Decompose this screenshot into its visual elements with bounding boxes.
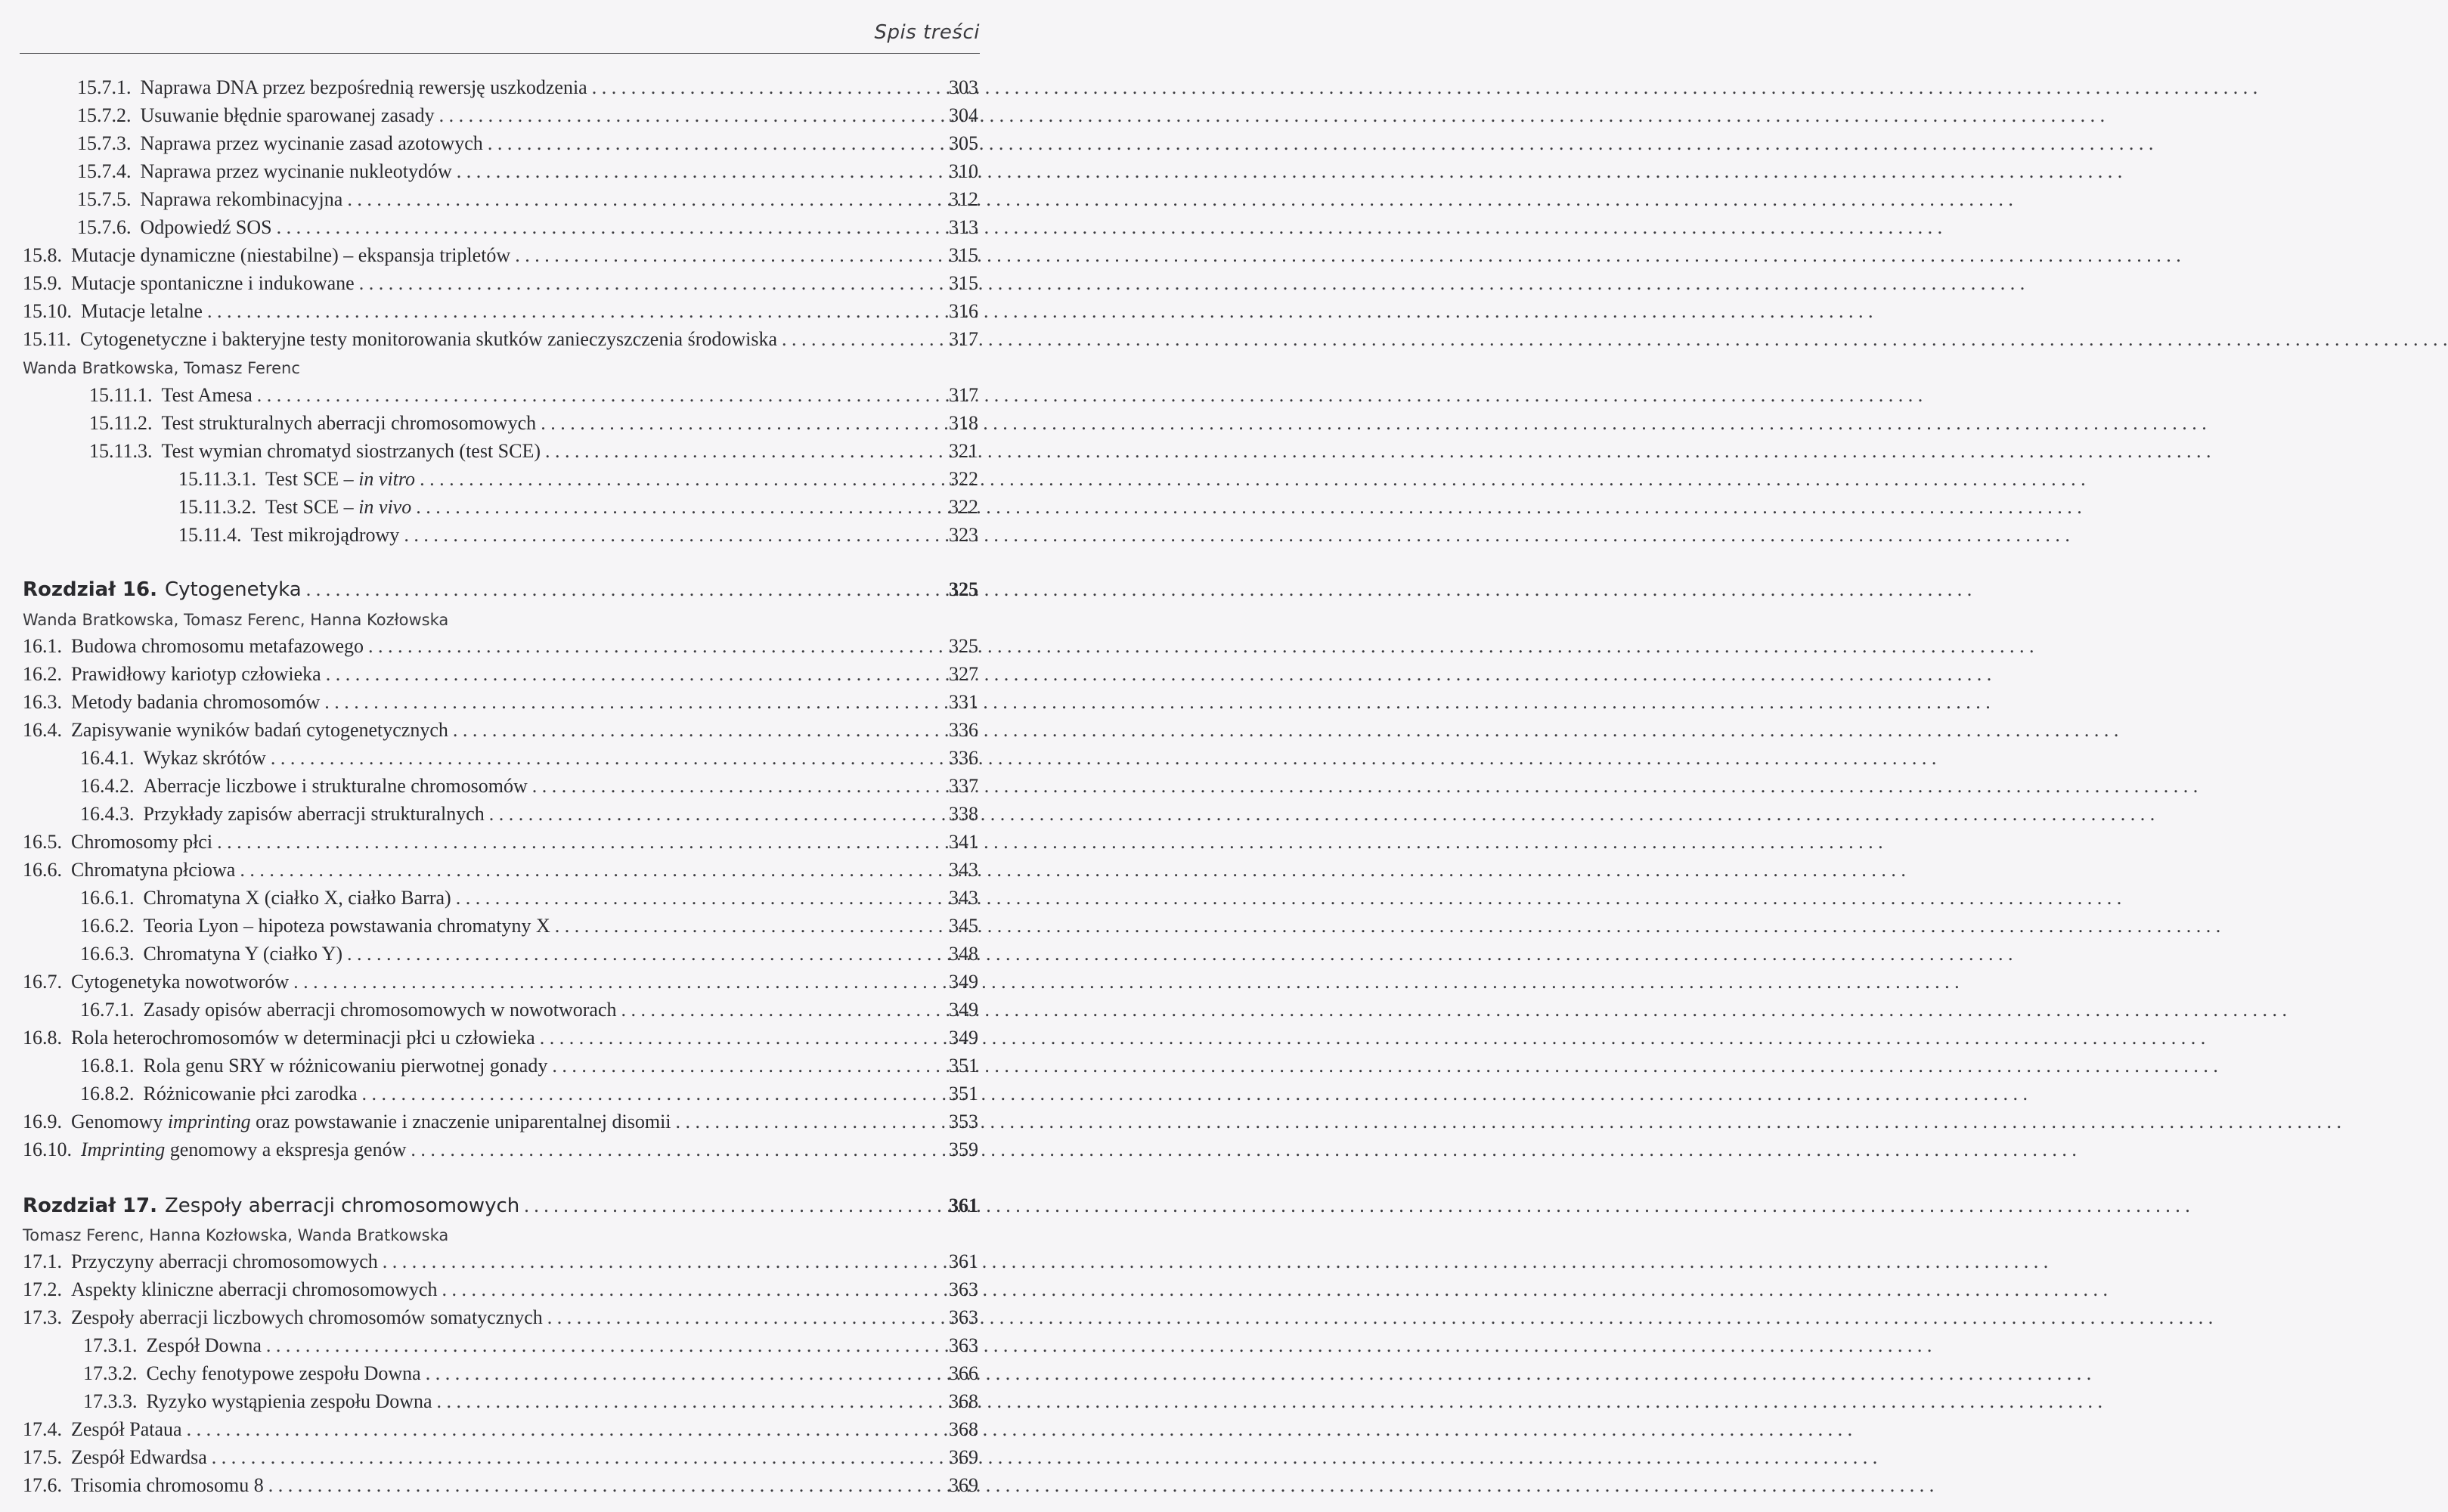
- toc-entry-16-6-3[interactable]: [80, 940, 978, 968]
- leader-dots: [541, 410, 944, 437]
- leader-dots: [362, 1080, 945, 1108]
- entry-page: 305: [949, 132, 978, 154]
- toc-entry-16-9[interactable]: [23, 1108, 978, 1136]
- entry-title: [72, 1136, 406, 1163]
- entry-title: Cechy fenotypowe zespołu Downa: [146, 1362, 421, 1384]
- leader-dots: [782, 326, 944, 353]
- entry-number: 15.7.6.: [77, 216, 132, 238]
- entry-page: 323: [949, 524, 978, 546]
- entry-title: Rola genu SRY w różnicowaniu pierwotnej gonady: [143, 1055, 548, 1077]
- toc-entry-15-7-3[interactable]: [77, 130, 978, 157]
- entry-number: 17.3.2.: [83, 1362, 138, 1384]
- entry-number: 16.6.2.: [80, 915, 135, 937]
- leader-dots: [489, 801, 944, 828]
- toc-entry-15-8[interactable]: [23, 242, 978, 269]
- entry-title: Aspekty kliniczne aberracji chromosomowych: [71, 1278, 438, 1300]
- entry-page: 368: [949, 1390, 978, 1412]
- toc-entry-16-7[interactable]: [23, 968, 978, 996]
- entry-page: 338: [949, 803, 978, 825]
- entry-page: 313: [949, 216, 978, 238]
- chapter-title: Cytogenetyka: [164, 578, 302, 601]
- entry-number: 16.5.: [23, 831, 62, 853]
- entry-page: 368: [949, 1418, 978, 1440]
- entry-number: 15.11.3.: [89, 440, 153, 462]
- entry-page: 343: [949, 859, 978, 881]
- leader-dots: [347, 940, 944, 968]
- authors-line: Wanda Bratkowska, Tomasz Ferenc: [23, 359, 300, 377]
- entry-title-text: Test SCE –: [265, 496, 359, 518]
- toc-entry-15-7-6[interactable]: [77, 214, 978, 241]
- leader-dots: [324, 689, 944, 716]
- entry-title: Zasady opisów aberracji chromosomowych w nowotworach: [143, 999, 617, 1021]
- entry-title: Chromatyna płciowa: [71, 859, 236, 881]
- entry-page: 341: [949, 831, 978, 853]
- leader-dots: [592, 74, 944, 101]
- leader-dots: [217, 829, 944, 856]
- toc-entry-16-2[interactable]: [23, 661, 978, 688]
- toc-entry-15-11-2[interactable]: [89, 410, 978, 437]
- entry-title: Mutacje spontaniczne i indukowane: [71, 272, 355, 294]
- leader-dots: [426, 1360, 944, 1387]
- entry-number: 16.8.1.: [80, 1055, 135, 1077]
- entry-title: Prawidłowy kariotyp człowieka: [71, 663, 321, 685]
- entry-title: Naprawa przez wycinanie nukleotydów: [140, 160, 452, 182]
- entry-title-italic: imprinting: [167, 1111, 251, 1132]
- entry-number: 16.6.: [23, 859, 62, 881]
- entry-title: Różnicowanie płci zarodka: [143, 1083, 358, 1105]
- leader-dots: [411, 1136, 944, 1163]
- chapter-page: 361: [949, 1194, 978, 1216]
- entry-number: 17.2.: [23, 1278, 62, 1300]
- entry-page: 312: [949, 188, 978, 210]
- entry-title-italic: in vivo: [358, 496, 412, 518]
- toc-entry-16-7-1[interactable]: [80, 996, 978, 1024]
- entry-number: 17.3.: [23, 1306, 62, 1328]
- entry-number: 17.3.1.: [83, 1334, 138, 1356]
- toc-entry-17-4[interactable]: [23, 1416, 978, 1443]
- entry-title: Zespół Downa: [146, 1334, 262, 1356]
- entry-page: 351: [949, 1055, 978, 1077]
- entry-title: Mutacje dynamiczne (niestabilne) – ekspansja tripletów: [71, 244, 511, 266]
- entry-number: 16.1.: [23, 635, 62, 657]
- toc-chapter-17[interactable]: [23, 1192, 978, 1219]
- entry-number: 15.10.: [23, 300, 72, 322]
- entry-number: 16.4.2.: [80, 775, 135, 797]
- entry-number: 15.9.: [23, 272, 62, 294]
- entry-number: 16.6.1.: [80, 887, 135, 909]
- entry-page: 349: [949, 971, 978, 993]
- chapter-number: Rozdział 16.: [23, 578, 157, 601]
- entry-number: 15.7.3.: [77, 132, 132, 154]
- entry-title: Usuwanie błędnie sparowanej zasady: [140, 104, 435, 126]
- entry-title: Przykłady zapisów aberracji strukturalnych: [143, 803, 485, 825]
- entry-title: Naprawa rekombinacyjna: [140, 188, 343, 210]
- entry-title: Test mikrojądrowy: [250, 524, 400, 546]
- entry-title: Zapisywanie wyników badań cytogenetycznych: [71, 719, 448, 741]
- entry-number: 15.7.2.: [77, 104, 132, 126]
- entry-page: 318: [949, 412, 978, 434]
- toc-page: [0, 0, 1075, 1512]
- toc-entry-17-1[interactable]: [23, 1248, 978, 1275]
- entry-title: Ryzyko wystąpienia zespołu Downa: [146, 1390, 432, 1412]
- toc-entry-16-10[interactable]: [23, 1136, 978, 1163]
- leader-dots: [621, 996, 945, 1024]
- leader-dots: [456, 885, 944, 912]
- leader-dots: [552, 1052, 944, 1080]
- entry-title: Naprawa przez wycinanie zasad azotowych: [140, 132, 483, 154]
- leader-dots: [306, 576, 944, 603]
- entry-page: 331: [949, 691, 978, 713]
- entry-title: Przyczyny aberracji chromosomowych: [71, 1250, 378, 1272]
- leader-dots: [326, 661, 944, 688]
- running-header: Spis treści: [874, 21, 980, 44]
- entry-number: 16.4.3.: [80, 803, 135, 825]
- entry-title: Chromosomy płci: [71, 831, 213, 853]
- toc-entry-16-8[interactable]: [23, 1024, 978, 1052]
- entry-number: 16.2.: [23, 663, 62, 685]
- toc-entry-17-3-1[interactable]: [83, 1332, 978, 1359]
- toc-entry-16-8-1[interactable]: [80, 1052, 978, 1080]
- chapter-page: 325: [949, 578, 978, 600]
- entry-title-italic: Imprinting: [81, 1139, 166, 1160]
- entry-number: 16.8.: [23, 1027, 62, 1049]
- entry-page: 303: [949, 76, 978, 98]
- entry-number: 16.8.2.: [80, 1083, 135, 1105]
- entry-number: 15.7.4.: [77, 160, 132, 182]
- entry-number: 15.11.2.: [89, 412, 153, 434]
- header-rule: [20, 53, 980, 54]
- entry-number: 17.4.: [23, 1418, 62, 1440]
- entry-title: [62, 1108, 671, 1136]
- entry-title-text: oraz powstawanie i znaczenie uniparentalnej disomii: [250, 1111, 671, 1132]
- entry-page: 353: [949, 1111, 978, 1132]
- leader-dots: [207, 298, 944, 325]
- entry-title: Naprawa DNA przez bezpośrednią rewersję uszkodzenia: [140, 76, 587, 98]
- entry-page: 336: [949, 747, 978, 769]
- entry-page: 359: [949, 1139, 978, 1160]
- toc-entry-15-11-1[interactable]: [89, 382, 978, 409]
- entry-page: 325: [949, 635, 978, 657]
- entry-number: 15.11.3.2.: [178, 496, 257, 518]
- entry-page: 337: [949, 775, 978, 797]
- toc-entry-15-7-5[interactable]: [77, 186, 978, 213]
- entry-number: 17.1.: [23, 1250, 62, 1272]
- entry-title: Wykaz skrótów: [143, 747, 266, 769]
- leader-dots: [404, 522, 944, 549]
- entry-page: 363: [949, 1306, 978, 1328]
- leader-dots: [453, 717, 944, 744]
- chapter-title: Zespoły aberracji chromosomowych: [164, 1194, 520, 1217]
- entry-page: 336: [949, 719, 978, 741]
- entry-title-text: Genomowy: [71, 1111, 168, 1132]
- leader-dots: [271, 745, 944, 772]
- toc-entry-17-3-3[interactable]: [83, 1388, 978, 1415]
- leader-dots: [532, 773, 944, 800]
- entry-title-text: genomowy a ekspresja genów: [165, 1139, 407, 1160]
- entry-title: Chromatyna Y (ciałko Y): [143, 943, 343, 965]
- entry-number: 15.7.1.: [77, 76, 132, 98]
- entry-number: 16.7.: [23, 971, 62, 993]
- entry-title-italic: in vitro: [358, 468, 416, 490]
- toc-entry-16-8-2[interactable]: [80, 1080, 978, 1108]
- leader-dots: [212, 1444, 944, 1471]
- authors-line: Tomasz Ferenc, Hanna Kozłowska, Wanda Bratkowska: [23, 1226, 449, 1244]
- toc-entry-16-6[interactable]: [23, 857, 978, 884]
- toc-entry-16-1[interactable]: [23, 633, 978, 660]
- leader-dots: [442, 1276, 944, 1303]
- leader-dots: [293, 968, 944, 996]
- entry-page: 349: [949, 1027, 978, 1049]
- toc-entry-17-6[interactable]: [23, 1472, 978, 1499]
- toc-entry-17-3[interactable]: [23, 1304, 978, 1331]
- leader-dots: [359, 270, 944, 297]
- entry-title: Zespół Pataua: [71, 1418, 182, 1440]
- entry-page: 343: [949, 887, 978, 909]
- leader-dots: [187, 1416, 944, 1443]
- entry-number: 17.6.: [23, 1474, 62, 1496]
- leader-dots: [368, 633, 944, 660]
- entry-page: 349: [949, 999, 978, 1021]
- leader-dots: [547, 1304, 944, 1331]
- entry-number: 16.10.: [23, 1139, 72, 1160]
- entry-number: 15.7.5.: [77, 188, 132, 210]
- entry-title-text: Test SCE –: [265, 468, 359, 490]
- leader-dots: [383, 1248, 944, 1275]
- entry-title: Metody badania chromosomów: [71, 691, 321, 713]
- entry-page: 317: [949, 384, 978, 406]
- entry-page: 366: [949, 1362, 978, 1384]
- entry-title: Chromatyna X (ciałko X, ciałko Barra): [143, 887, 451, 909]
- leader-dots: [540, 1024, 944, 1052]
- leader-dots: [257, 382, 944, 409]
- entry-number: 15.8.: [23, 244, 62, 266]
- entry-title: Cytogenetyka nowotworów: [71, 971, 290, 993]
- leader-dots: [457, 158, 944, 185]
- leader-dots: [416, 494, 944, 521]
- toc-entry-16-4-2[interactable]: [80, 773, 978, 800]
- entry-title: Mutacje letalne: [81, 300, 203, 322]
- toc-entry-15-9[interactable]: [23, 270, 978, 297]
- toc-entry-15-11-3-1[interactable]: [178, 466, 978, 493]
- entry-title: Zespół Edwardsa: [71, 1446, 207, 1468]
- toc-entry-16-6-2[interactable]: [80, 912, 978, 940]
- entry-title: Zespoły aberracji liczbowych chromosomów somatycznych: [71, 1306, 543, 1328]
- entry-page: 316: [949, 300, 978, 322]
- leader-dots: [524, 1192, 944, 1219]
- entry-number: 15.11.3.1.: [178, 468, 257, 490]
- entry-title: Test Amesa: [161, 384, 253, 406]
- entry-page: 369: [949, 1446, 978, 1468]
- chapter-number: Rozdział 17.: [23, 1194, 157, 1217]
- entry-page: 351: [949, 1083, 978, 1105]
- entry-number: 16.6.3.: [80, 943, 135, 965]
- toc-entry-15-10[interactable]: [23, 298, 978, 325]
- leader-dots: [266, 1332, 944, 1359]
- entry-page: 315: [949, 244, 978, 266]
- entry-page: 322: [949, 496, 978, 518]
- entry-number: 17.5.: [23, 1446, 62, 1468]
- toc-entry-16-5[interactable]: [23, 829, 978, 856]
- leader-dots: [439, 102, 944, 129]
- leader-dots: [240, 857, 944, 884]
- entry-page: 363: [949, 1334, 978, 1356]
- entry-page: 304: [949, 104, 978, 126]
- entry-number: 17.3.3.: [83, 1390, 138, 1412]
- entry-title: [256, 494, 411, 521]
- entry-page: 310: [949, 160, 978, 182]
- leader-dots: [268, 1472, 944, 1499]
- toc-entry-16-6-1[interactable]: [80, 885, 978, 912]
- entry-number: 16.4.1.: [80, 747, 135, 769]
- entry-page: 322: [949, 468, 978, 490]
- entry-number: 15.11.1.: [89, 384, 153, 406]
- toc-entry-16-4[interactable]: [23, 717, 978, 744]
- leader-dots: [347, 186, 944, 213]
- entry-title: Cytogenetyczne i bakteryjne testy monitorowania skutków zanieczyszczenia środowiska: [80, 328, 778, 350]
- toc-entry-15-11-3-2[interactable]: [178, 494, 978, 521]
- entry-page: 361: [949, 1250, 978, 1272]
- entry-number: 16.4.: [23, 719, 62, 741]
- toc-entry-15-11-4[interactable]: [178, 522, 978, 549]
- entry-title: Trisomia chromosomu 8: [71, 1474, 264, 1496]
- entry-page: 369: [949, 1474, 978, 1496]
- toc-entry-17-5[interactable]: [23, 1444, 978, 1471]
- entry-page: 348: [949, 943, 978, 965]
- entry-title: Test strukturalnych aberracji chromosomowych: [161, 412, 537, 434]
- toc-entry-17-3-2[interactable]: [83, 1360, 978, 1387]
- toc-entry-15-7-1[interactable]: [77, 74, 978, 101]
- entry-title: Odpowiedź SOS: [140, 216, 272, 238]
- entry-page: 315: [949, 272, 978, 294]
- entry-page: 317: [949, 328, 978, 350]
- entry-title: Aberracje liczbowe i strukturalne chromosomów: [143, 775, 528, 797]
- entry-page: 363: [949, 1278, 978, 1300]
- leader-dots: [277, 214, 944, 241]
- toc-entry-16-4-3[interactable]: [80, 801, 978, 828]
- leader-dots: [545, 438, 944, 465]
- authors-line: Wanda Bratkowska, Tomasz Ferenc, Hanna Kozłowska: [23, 611, 449, 629]
- toc-entry-16-4-1[interactable]: [80, 745, 978, 772]
- leader-dots: [437, 1388, 944, 1415]
- toc-entry-16-3[interactable]: [23, 689, 978, 716]
- entry-number: 15.11.: [23, 328, 72, 350]
- leader-dots: [555, 912, 944, 940]
- entry-page: 327: [949, 663, 978, 685]
- entry-number: 16.7.1.: [80, 999, 135, 1021]
- toc-entry-15-11-3[interactable]: [89, 438, 978, 465]
- toc-chapter-16[interactable]: [23, 576, 978, 603]
- entry-page: 345: [949, 915, 978, 937]
- entry-title: Test wymian chromatyd siostrzanych (test SCE): [161, 440, 541, 462]
- entry-title: [256, 466, 415, 493]
- toc-entry-15-7-4[interactable]: [77, 158, 978, 185]
- leader-dots: [515, 242, 944, 269]
- toc-entry-17-2[interactable]: [23, 1276, 978, 1303]
- entry-title: Teoria Lyon – hipoteza powstawania chromatyny X: [143, 915, 550, 937]
- entry-number: 16.3.: [23, 691, 62, 713]
- leader-dots: [420, 466, 944, 493]
- toc-entry-15-7-2[interactable]: [77, 102, 978, 129]
- entry-title: Rola heterochromosomów w determinacji płci u człowieka: [71, 1027, 535, 1049]
- entry-number: 16.9.: [23, 1111, 62, 1132]
- toc-entry-15-11[interactable]: [23, 326, 978, 353]
- entry-page: 321: [949, 440, 978, 462]
- leader-dots: [488, 130, 944, 157]
- entry-number: 15.11.4.: [178, 524, 242, 546]
- leader-dots: [676, 1108, 944, 1136]
- entry-title: Budowa chromosomu metafazowego: [71, 635, 364, 657]
